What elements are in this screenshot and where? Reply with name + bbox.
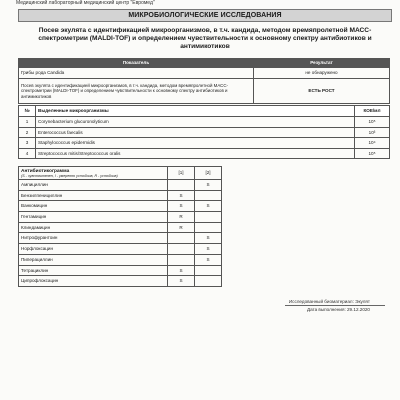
organism-cfu: 10⁵ [355,117,390,128]
table-row [19,79,390,104]
sensitivity-1: S [168,190,195,201]
sensitivity-2: S [195,254,222,265]
antibiotic-name: Нитрофурантоин [19,233,168,244]
sensitivity-1: S [168,265,195,276]
table-row [19,127,390,138]
sensitivity-1 [168,244,195,255]
antibiotic-name: Пиперациллин [19,254,168,265]
organism-name: Enterococcus faecalis [36,127,355,138]
indicator-cell: Грибы рода Candida [19,68,254,79]
results-table [18,58,390,104]
antibiotic-name: Ципрофлоксацин [19,276,168,287]
col2-header: [2] [195,167,222,180]
table-row [19,201,222,212]
antibiotic-name: Норфлоксацин [19,244,168,255]
sensitivity-2 [195,276,222,287]
table-row [19,244,222,255]
section-title-bar [18,9,392,22]
table-row [19,138,390,149]
table-row [19,265,222,276]
antibiogram-header-row [19,167,222,180]
col-result-header: Результат [254,59,390,68]
table-row [19,254,222,265]
organisms-header-row [19,106,390,117]
table-row [19,276,222,287]
results-header-row [19,59,390,68]
col1-header: [1] [168,167,195,180]
organism-cfu: 10⁵ [355,148,390,159]
organism-num: 1 [19,117,36,128]
organism-cfu: 10⁴ [355,138,390,149]
antibiotic-name: Ампициллин [19,180,168,191]
sensitivity-1: R [168,222,195,233]
antibiogram-title: Антибиотикограмма [21,168,70,174]
table-row [19,117,390,128]
sensitivity-2: S [195,233,222,244]
organism-name: Staphylococcus epidermidis [36,138,355,149]
table-row [19,222,222,233]
sensitivity-1 [168,180,195,191]
antibiotic-name: Тетрациклин [19,265,168,276]
table-row [19,233,222,244]
signature-divider [285,305,385,306]
biomaterial-note: Исследованный биоматериал: Экулят [288,299,370,304]
organism-num: 4 [19,148,36,159]
organism-name: Streptococcus mitis/Streptococcus oralis [36,148,355,159]
lab-header-text: Медицинский лабораторный медицинский центр "Евромед" [16,0,155,6]
sensitivity-2 [195,212,222,223]
sensitivity-2 [195,265,222,276]
antibiotic-name: Клиндамицин [19,222,168,233]
table-row [19,148,390,159]
antibiogram-table [18,166,222,287]
table-row [19,68,390,79]
sensitivity-1 [168,233,195,244]
table-row [19,180,222,191]
result-cell: не обнаружено [254,68,390,79]
antibiogram-title-cell [19,167,168,180]
sensitivity-2 [195,190,222,201]
antibiogram-legend: (S - чувствителен, I - умеренно устойчив, R - устойчив) [21,173,118,178]
organism-num: 2 [19,127,36,138]
result-cell: ЕСТЬ РОСТ [254,79,390,104]
antibiotic-name: Бензилпенициллин [19,190,168,201]
sensitivity-2: S [195,201,222,212]
execution-date: Дата выполнения: 29.12.2020 [306,307,370,312]
sensitivity-1 [168,254,195,265]
organism-cfu: 10³ [355,127,390,138]
col-indicator-header: Показатель [19,59,254,68]
col-num-header: № [19,106,36,117]
organisms-table [18,105,390,159]
section-title: МИКРОБИОЛОГИЧЕСКИЕ ИССЛЕДОВАНИЯ [128,12,282,19]
table-row [19,190,222,201]
test-heading: Посев экулята с идентификацией микроорганизмов, в т.ч. кандида, методом времяпролетной МАСС-спектрометрии (MALDI-TOF) и определением чувствительности к основному спектру антибиотиков и антимикотиков [38,27,372,50]
organism-num: 3 [19,138,36,149]
sensitivity-2: S [195,244,222,255]
sensitivity-2: S [195,180,222,191]
indicator-cell: Посев экулята с идентификацией микроорганизмов, в т.ч. кандида, методом времяпролетной МАСС-спектрометрии (MALDI-TOF) и определением чувствительности к основному спектру антибиотиков и антимикотиков [19,79,254,104]
sensitivity-1: S [168,201,195,212]
antibiotic-name: Гентамицин [19,212,168,223]
col-organism-header: Выделенные микроорганизмы [36,106,355,117]
sensitivity-1: R [168,212,195,223]
sensitivity-2 [195,222,222,233]
organism-name: Corynebacterium glucuronolyticum [36,117,355,128]
sensitivity-1: S [168,276,195,287]
table-row [19,212,222,223]
antibiotic-name: Ванкомицин [19,201,168,212]
col-cfu-header: КОЕ/мл [355,106,390,117]
